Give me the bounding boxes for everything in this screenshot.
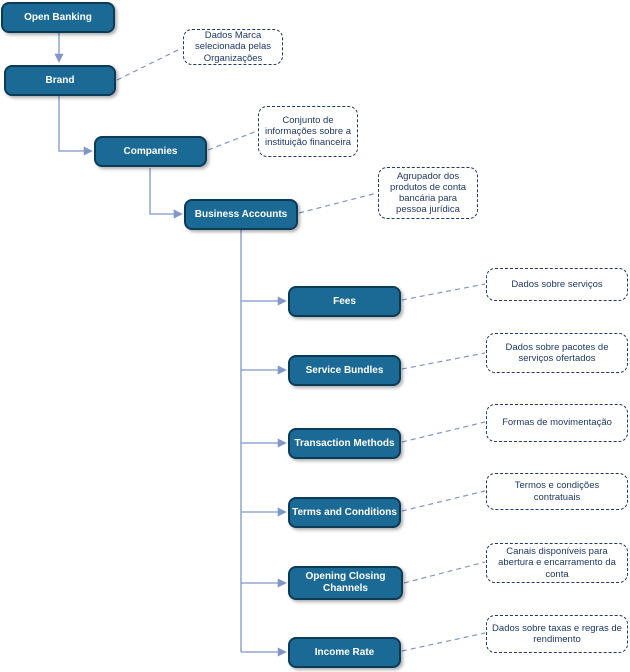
node-opening-closing-channels-label: Opening Closing Channels (305, 571, 386, 594)
node-brand-label: Brand (45, 74, 75, 86)
node-fees-label: Fees (333, 295, 356, 307)
connector-companies-businessaccounts (150, 168, 181, 214)
dashed-link-brand (117, 48, 182, 80)
node-terms-and-conditions (288, 497, 401, 528)
dashed-link-opening-closing-channels (404, 562, 485, 583)
node-income-rate-label: Income Rate (314, 646, 375, 658)
annotation-transaction-methods-text: Formas de movimentação (502, 417, 612, 429)
node-brand (4, 65, 116, 96)
dashed-link-fees (402, 284, 485, 300)
dashed-link-income-rate (402, 633, 485, 651)
annotation-fees (486, 268, 628, 301)
annotation-service-bundles (486, 333, 628, 373)
node-transaction-methods (288, 428, 401, 459)
node-opening-closing-channels (288, 566, 403, 600)
dashed-link-business-accounts (299, 193, 377, 213)
annotation-terms-and-conditions-text: Termos e condições contratuais (514, 480, 600, 503)
node-open-banking (1, 2, 115, 33)
annotation-business-accounts-text: Agrupador dos produtos de conta bancária para pessoa jurídica (389, 170, 467, 216)
annotation-companies (258, 106, 358, 157)
annotation-service-bundles-text: Dados sobre pacotes de serviços ofertados (505, 341, 609, 364)
annotation-terms-and-conditions (486, 473, 628, 510)
annotation-brand-text: Dados Marca selecionada pelas Organizações (194, 30, 272, 64)
node-business-accounts (184, 199, 298, 230)
annotation-income-rate-text: Dados sobre taxas e regras de rendimento (492, 622, 622, 645)
annotation-opening-closing-channels-text: Canais disponíveis para abertura e encarramento da conta (498, 546, 616, 580)
dashed-link-terms-and-conditions (402, 491, 485, 511)
dashed-link-transaction-methods (402, 422, 485, 442)
node-service-bundles (288, 355, 401, 386)
node-service-bundles-label: Service Bundles (305, 364, 384, 376)
node-companies (94, 136, 207, 167)
dashed-link-companies (208, 131, 257, 150)
node-fees (288, 286, 401, 317)
node-companies-label: Companies (123, 145, 178, 157)
node-open-banking-label: Open Banking (24, 11, 92, 23)
annotation-income-rate (486, 615, 628, 653)
node-transaction-methods-label: Transaction Methods (294, 437, 395, 449)
annotation-transaction-methods (486, 404, 628, 442)
node-terms-and-conditions-label: Terms and Conditions (292, 506, 397, 518)
annotation-companies-text: Conjunto de informações sobre a instituição financeira (264, 114, 352, 149)
dashed-link-service-bundles (402, 353, 485, 369)
annotation-fees-text: Dados sobre serviços (511, 278, 603, 290)
connector-brand-companies (59, 96, 91, 151)
node-income-rate (288, 637, 401, 668)
node-business-accounts-label: Business Accounts (194, 208, 288, 220)
annotation-business-accounts (378, 167, 478, 219)
annotation-brand (183, 29, 283, 65)
annotation-opening-closing-channels (486, 543, 628, 583)
